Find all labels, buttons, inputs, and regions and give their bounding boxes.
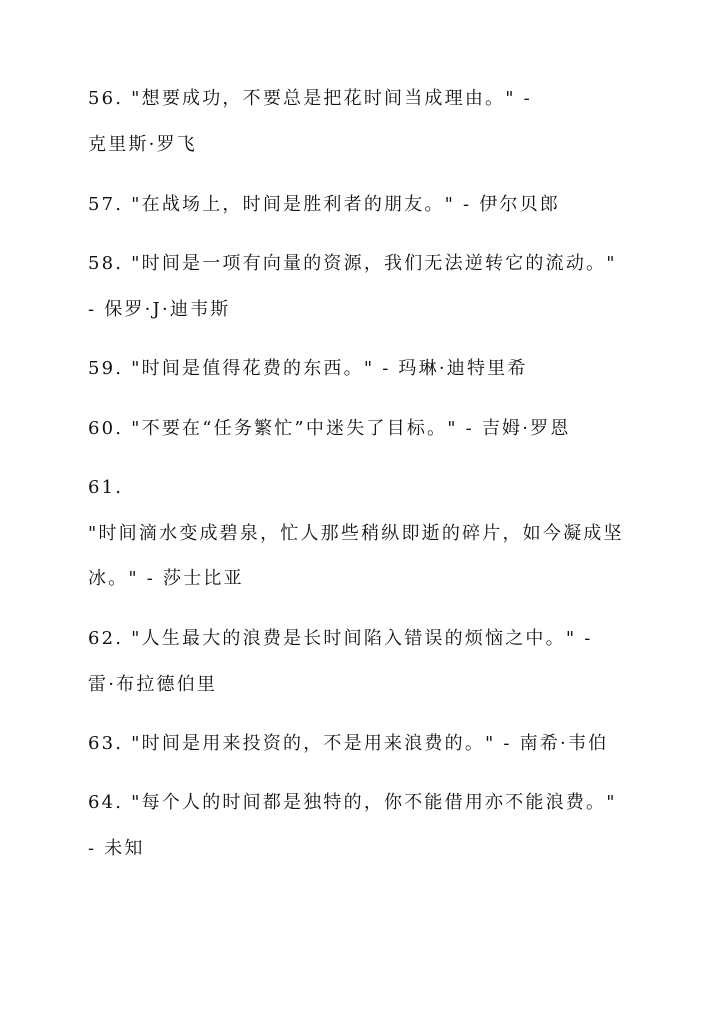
- quote-56-line-2: 克里斯·罗飞: [88, 134, 197, 155]
- quote-62-line-1: 62. "人生最大的浪费是长时间陷入错误的烦恼之中。" -: [88, 628, 593, 649]
- quote-58-line-1: 58. "时间是一项有向量的资源，我们无法逆转它的流动。": [88, 253, 617, 274]
- quote-62-line-2: 雷·布拉德伯里: [88, 674, 218, 695]
- quote-63-line-1: 63. "时间是用来投资的，不是用来浪费的。" - 南希·韦伯: [88, 733, 609, 754]
- quote-61-line-1: "时间滴水变成碧泉，忙人那些稍纵即逝的碎片，如今凝成坚: [88, 523, 624, 544]
- quote-60-line-1: 60. "不要在“任务繁忙”中迷失了目标。" - 吉姆·罗恩: [88, 418, 571, 439]
- quote-59-line-1: 59. "时间是值得花费的东西。" - 玛琳·迪特里希: [88, 358, 528, 379]
- quote-57-line-1: 57. "在战场上，时间是胜利者的朋友。" - 伊尔贝郎: [88, 194, 561, 215]
- quote-61-number: 61.: [88, 477, 124, 498]
- quote-58-line-2: - 保罗·J·迪韦斯: [88, 299, 231, 320]
- quote-61-line-2: 冰。" - 莎士比亚: [88, 568, 244, 589]
- quote-56-line-1: 56. "想要成功，不要总是把花时间当成理由。" -: [88, 88, 532, 109]
- quote-64-line-2: - 未知: [88, 838, 145, 859]
- quote-64-line-1: 64. "每个人的时间都是独特的，你不能借用亦不能浪费。": [88, 792, 617, 813]
